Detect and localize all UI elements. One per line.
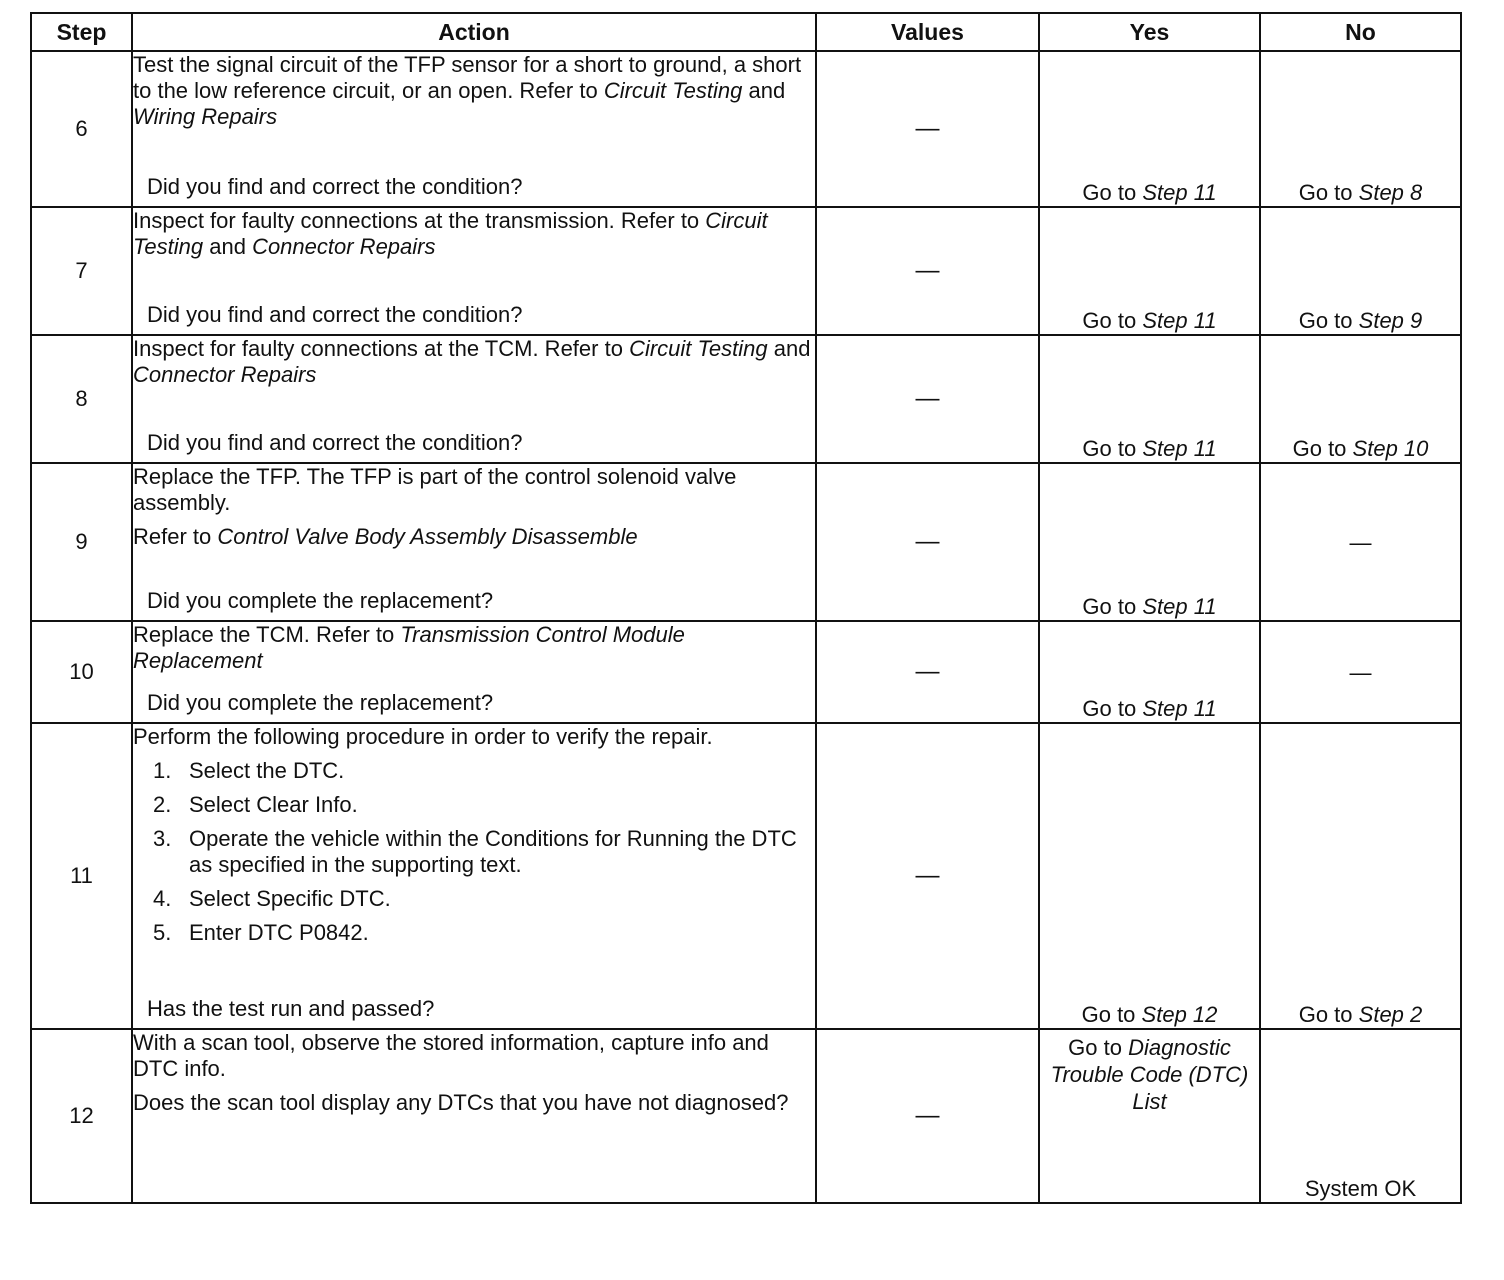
values-cell: — (816, 463, 1039, 621)
step-number: 8 (31, 335, 132, 463)
diagnostic-table (30, 12, 1462, 1204)
list-item: 1. Select the DTC. (153, 758, 345, 783)
action-text: Perform the following procedure in order to verify the repair. (133, 724, 713, 749)
reference-link: Circuit Testing (603, 78, 743, 103)
values-cell: — (816, 621, 1039, 723)
action-question: Did you find and correct the condition? (147, 430, 523, 455)
list-item: 3. Operate the vehicle within the Conditions for Running the DTC as specified in the supporting text. (153, 826, 797, 877)
yes-cell: Go to Step 11 (1039, 621, 1260, 723)
action-cell (132, 335, 816, 463)
values-cell: — (816, 723, 1039, 1029)
action-reference: Refer to Control Valve Body Assembly Disassemble (133, 524, 638, 549)
no-cell: System OK (1260, 1029, 1461, 1203)
header-step: Step (31, 13, 132, 51)
list-item: 2. Select Clear Info. (153, 792, 358, 817)
values-cell: — (816, 335, 1039, 463)
action-question: Did you complete the replacement? (147, 690, 494, 715)
action-cell (132, 621, 816, 723)
no-cell: — (1260, 463, 1461, 621)
action-text: Inspect for faulty connections at the transmission. Refer to Circuit Testing and Connector Repairs (133, 208, 768, 259)
procedure-list (133, 758, 815, 946)
reference-link: Circuit Testing (133, 208, 768, 259)
header-action: Action (132, 13, 816, 51)
yes-cell: Go to Step 11 (1039, 51, 1260, 207)
step-number: 11 (31, 723, 132, 1029)
step-number: 12 (31, 1029, 132, 1203)
table-row-step-6 (31, 51, 1461, 207)
action-text: With a scan tool, observe the stored information, capture info and DTC info. (133, 1030, 769, 1081)
step-number: 9 (31, 463, 132, 621)
step-number: 10 (31, 621, 132, 723)
table-row-step-7 (31, 207, 1461, 335)
reference-link: Circuit Testing (629, 336, 768, 361)
table-row-step-11 (31, 723, 1461, 1029)
values-cell: — (816, 207, 1039, 335)
action-cell (132, 51, 816, 207)
reference-link: Connector Repairs (252, 234, 436, 259)
table-row-step-8 (31, 335, 1461, 463)
action-question: Does the scan tool display any DTCs that you have not diagnosed? (133, 1090, 789, 1115)
action-text: Test the signal circuit of the TFP sensor for a short to ground, a short to the low reference circuit, or an open. Refer to Circuit Testing and Wiring Repairs (133, 52, 802, 129)
action-text: Replace the TFP. The TFP is part of the control solenoid valve assembly. (133, 464, 737, 515)
action-question: Has the test run and passed? (147, 996, 435, 1021)
yes-cell: Go to Diagnostic Trouble Code (DTC) List (1039, 1029, 1260, 1203)
action-cell (132, 463, 816, 621)
list-item: 5. Enter DTC P0842. (153, 920, 369, 945)
header-no: No (1260, 13, 1461, 51)
action-question: Did you find and correct the condition? (147, 302, 523, 327)
reference-link: Wiring Repairs (133, 104, 278, 129)
header-yes: Yes (1039, 13, 1260, 51)
table-row-step-10 (31, 621, 1461, 723)
action-text: Inspect for faulty connections at the TCM. Refer to Circuit Testing and Connector Repairs (133, 336, 811, 387)
header-row (31, 13, 1461, 51)
values-cell: — (816, 1029, 1039, 1203)
action-cell (132, 1029, 816, 1203)
header-values: Values (816, 13, 1039, 51)
step-number: 7 (31, 207, 132, 335)
yes-cell: Go to Step 12 (1039, 723, 1260, 1029)
reference-link: Transmission Control Module Replacement (133, 622, 685, 673)
no-cell: — (1260, 621, 1461, 723)
list-item: 4. Select Specific DTC. (153, 886, 391, 911)
no-cell: Go to Step 9 (1260, 207, 1461, 335)
no-cell: Go to Step 8 (1260, 51, 1461, 207)
values-cell: — (816, 51, 1039, 207)
yes-cell: Go to Step 11 (1039, 463, 1260, 621)
reference-link: Connector Repairs (133, 362, 317, 387)
action-cell (132, 207, 816, 335)
step-number: 6 (31, 51, 132, 207)
table-row-step-12 (31, 1029, 1461, 1203)
action-text: Replace the TCM. Refer to Transmission Control Module Replacement (133, 622, 685, 673)
yes-cell: Go to Step 11 (1039, 335, 1260, 463)
no-cell: Go to Step 10 (1260, 335, 1461, 463)
table-row-step-9 (31, 463, 1461, 621)
yes-cell: Go to Step 11 (1039, 207, 1260, 335)
action-question: Did you complete the replacement? (147, 588, 494, 613)
action-cell (132, 723, 816, 1029)
no-cell: Go to Step 2 (1260, 723, 1461, 1029)
action-question: Did you find and correct the condition? (147, 174, 523, 199)
reference-link: Control Valve Body Assembly Disassemble (217, 524, 638, 549)
